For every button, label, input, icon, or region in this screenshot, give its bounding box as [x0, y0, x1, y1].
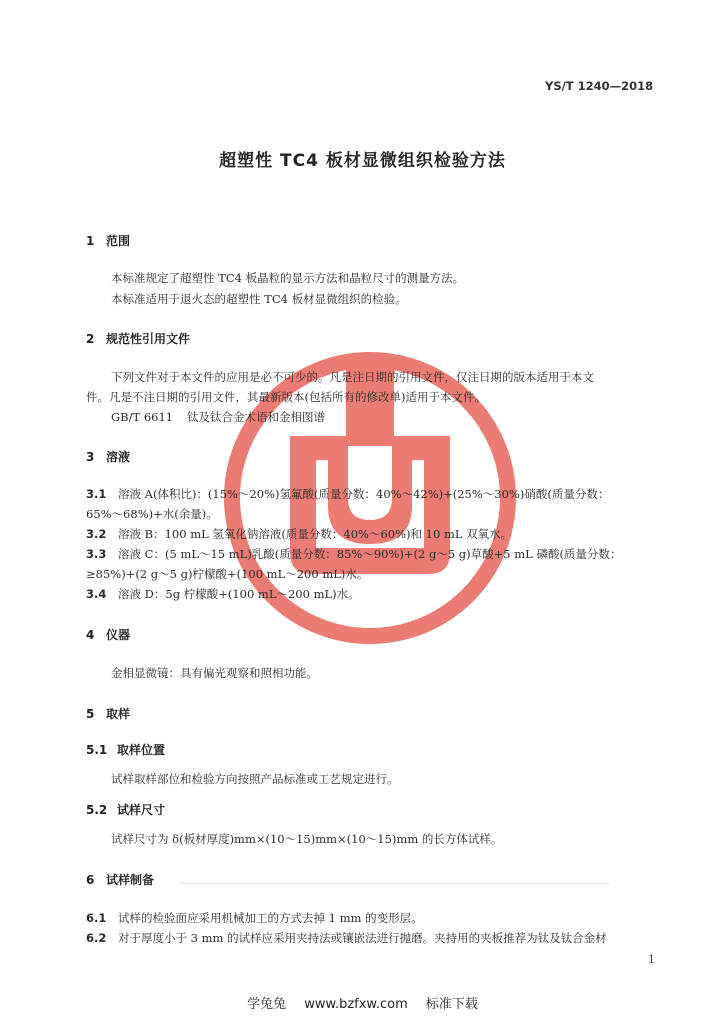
section-title: 规范性引用文件: [106, 332, 191, 346]
clause-number: 6.2: [86, 931, 107, 945]
section-4-heading: [86, 626, 130, 643]
section-number: 5: [86, 707, 95, 721]
section-3-heading: [86, 448, 130, 465]
paragraph: 本标准适用于退火态的超塑性 TC4 板材显微组织的检验。: [111, 292, 407, 306]
section-title: 范围: [106, 234, 131, 248]
section-6-heading: [86, 871, 154, 888]
section-number: 1: [86, 234, 95, 248]
section-5-heading: [86, 705, 130, 722]
clause-6-2: [86, 930, 607, 946]
section-2-heading: [86, 330, 190, 347]
footer-slogan: 标准下载: [425, 997, 478, 1012]
scan-artifact-line: [180, 883, 610, 884]
paragraph: 金相显微镜：具有偏光观察和照相功能。: [111, 666, 318, 680]
clause-3-2: [86, 526, 512, 542]
clause-text: 试样的检验面应采用机械加工的方式去掉 1 mm 的变形层。: [118, 911, 423, 925]
paragraph: 下列文件对于本文件的应用是必不可少的。凡是注日期的引用文件，仅注日期的版本适用于本文: [111, 370, 594, 384]
clause-text: 溶液 C：(5 mL～15 mL)乳酸(质量分数：85%～90%)+(2 g～5 g)草酸+5 mL 磷酸(质量分数：: [118, 547, 622, 561]
section-title: 仪器: [106, 628, 131, 642]
clause-number: 3.2: [86, 527, 107, 541]
subsection-title: 试样尺寸: [117, 803, 166, 817]
clause-number: 6.1: [86, 911, 107, 925]
paragraph: 试样尺寸为 δ(板材厚度)mm×(10～15)mm×(10～15)mm 的长方体试样。: [111, 832, 503, 846]
footer-site-name: 学兔兔: [247, 997, 287, 1012]
clause-text: 溶液 A(体积比)：(15%～20%)氢氟酸(质量分数：40%～42%)+(25%～30%)硝酸(质量分数：: [118, 487, 610, 501]
clause-number: 3.1: [86, 487, 107, 501]
document-title: 超塑性 TC4 板材显微组织检验方法: [219, 151, 506, 171]
section-number: 6: [86, 873, 95, 887]
section-number: 3: [86, 450, 95, 464]
clause-text: 对于厚度小于 3 mm 的试样应采用夹持法或镶嵌法进行抛磨。夹持用的夹板推荐为钛及钛合金材: [118, 931, 607, 945]
paragraph-continued: 件。凡是不注日期的引用文件，其最新版本(包括所有的修改单)适用于本文件。: [86, 390, 486, 404]
clause-6-1: [86, 910, 423, 926]
reference-title: 钛及钛合金术语和金相图谱: [187, 410, 325, 424]
subsection-5-1-heading: [86, 741, 165, 758]
clause-text-continued: 65%～68%)+水(余量)。: [86, 507, 218, 521]
footer-url-link[interactable]: www.bzfxw.com: [304, 997, 408, 1012]
clause-text: 溶液 D：5g 柠檬酸+(100 mL～200 mL)水。: [118, 587, 360, 601]
subsection-5-2-heading: [86, 801, 165, 818]
clause-number: 3.4: [86, 587, 107, 601]
subsection-title: 取样位置: [117, 743, 166, 757]
section-title: 试样制备: [106, 873, 155, 887]
reference-code: GB/T 6611: [111, 410, 174, 424]
page-number: 1: [648, 953, 655, 966]
footer-banner: [0, 993, 725, 1012]
section-1-heading: [86, 232, 130, 249]
section-title: 取样: [106, 707, 131, 721]
paragraph: 试样取样部位和检验方向按照产品标准或工艺规定进行。: [111, 772, 399, 786]
subsection-number: 5.1: [86, 743, 108, 757]
paragraph: 本标准规定了超塑性 TC4 板晶粒的显示方法和晶粒尺寸的测量方法。: [111, 271, 465, 285]
section-title: 溶液: [106, 450, 131, 464]
subsection-number: 5.2: [86, 803, 108, 817]
clause-3-3: [86, 546, 621, 562]
normative-reference: [111, 409, 325, 425]
standard-number: YS/T 1240—2018: [545, 79, 654, 93]
clause-text-continued: ≥85%)+(2 g～5 g)柠檬酸+(100 mL～200 mL)水。: [86, 567, 369, 581]
clause-3-4: [86, 586, 360, 602]
clause-3-1: [86, 486, 609, 502]
clause-number: 3.3: [86, 547, 107, 561]
section-number: 4: [86, 628, 95, 642]
section-number: 2: [86, 332, 95, 346]
clause-text: 溶液 B：100 mL 氢氧化钠溶液(质量分数：40%～60%)和 10 mL 双氧水。: [118, 527, 513, 541]
